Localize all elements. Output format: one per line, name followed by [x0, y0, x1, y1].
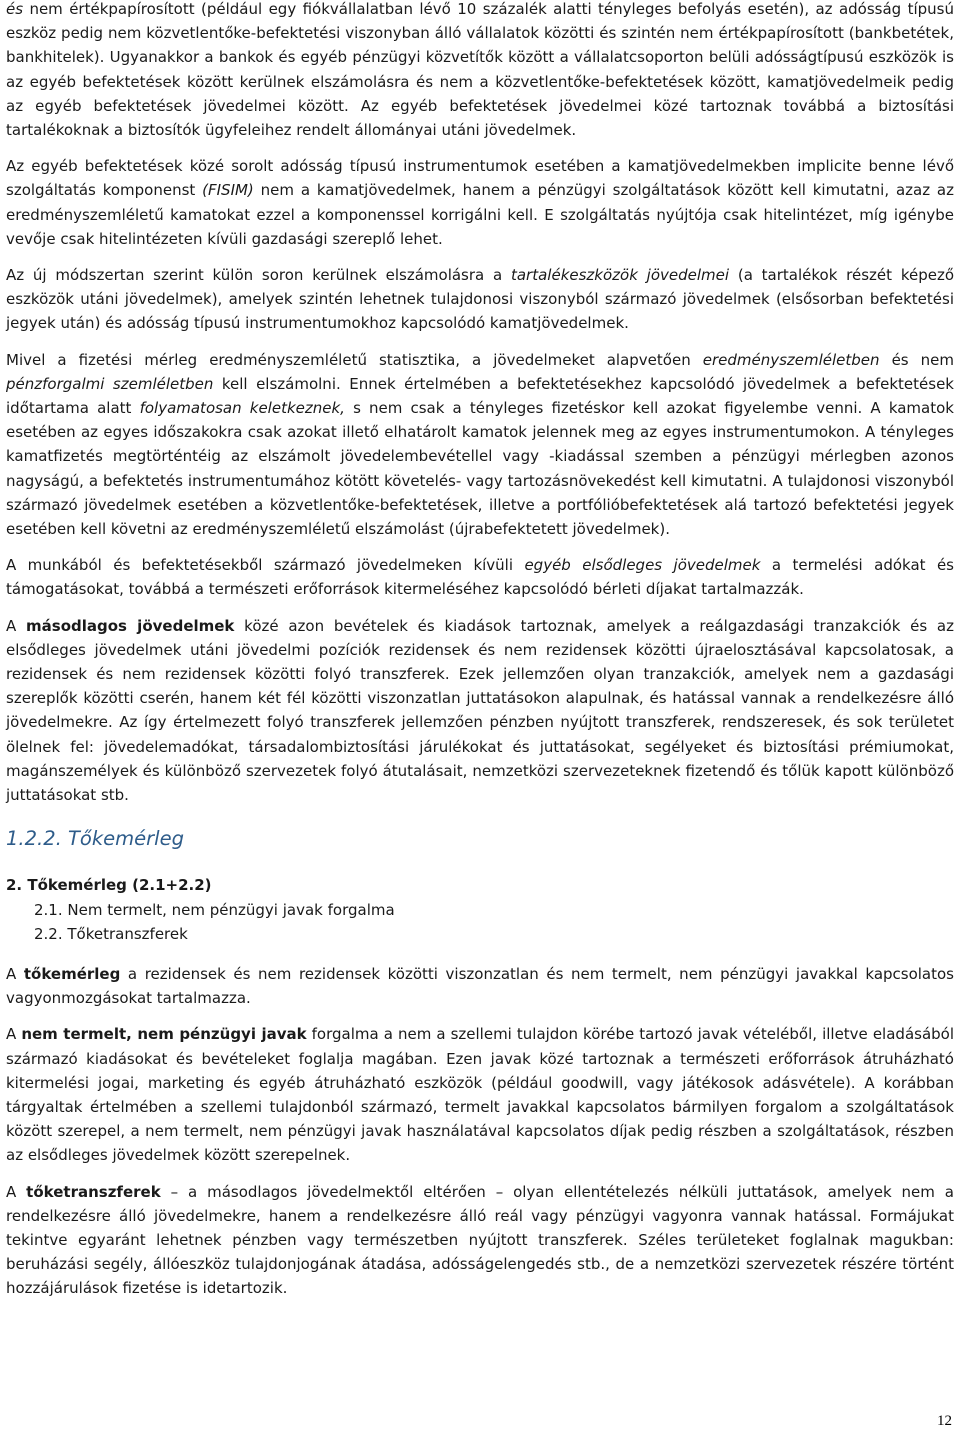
text-run: forgalma a nem a szellemi tulajdon körébe tartozó javak vételéből, illetve eladásából származó kiadásokat és bevételeket foglalja magában. Ezen javak közé tartoznak a természeti erőforrások átruházható kitermelési jogai, marketing és egyéb átruházható eszközök (például goodwill, vagy játékosok adásvétele). A korábban tárgyaltak értelmében a szellemi tulajdonból származó, termelt javakkal kapcsolatos bármilyen forgalom a szolgáltatások között szerepel, a nem termelt, nem pénzügyi javak használatával kapcsolatos díjak pedig részben a szolgáltatások, részben az elsődleges jövedelmek között szerepelnek.	[6, 1025, 955, 1165]
italic-text: eredményszemléletben	[702, 350, 880, 369]
text-run: A	[6, 616, 27, 635]
paragraph	[6, 263, 954, 336]
text-run: s nem csak a tényleges fizetéskor kell azokat figyelembe venni. A kamatok esetében az egyes időszakokra csak azokat illető elhatárolt kamatok jelennek meg az egyes instrumentumokon. A tényleges kamatfizetés megtörténtéig az elszámolt jövedelembevétellel vagy -kiadással szemben a pénzügyi mérlegben azonos nagyságú, a befektetés instrumentumához kötött követelés- vagy tartozásnövekedést kell kimutatni. A tulajdonosi viszonyból származó jövedelmek esetében a közvetlentőke-befektetések, illetve a portfólióbefektetések alá tartozó befektetési jegyek esetében kell követni az eredményszemléletű elszámolást (újrabefektetett jövedelmek).	[6, 399, 954, 539]
text-run: nem a kamatjövedelmek, hanem a pénzügyi szolgáltatások között kell kimutatni, azaz az eredményszemléletű kamatokat ezzel a komponenssel korrigálni kell. E szolgáltatás nyújtója csak hitelintézet, míg igénybe vevője csak hitelintézeten kívüli gazdasági szereplő lehet.	[6, 181, 954, 248]
text-run: nem értékpapírosított (például egy fiókvállalatban lévő 10 százalék alatti tényleges befolyás esetén), az adósság típusú eszköz pedig nem közvetlentőke-befektetési viszonyban álló vállalatok közötti és szintén nem értékpapírosított (bankbetétek, bankhitelek). Ugyanakkor a bankok és egyéb pénzügyi közvetítők között a vállalatcsoporton belüli adósságtípusú eszközök is az egyéb befektetések között kerülnek elszámolásra és nem a közvetlentőke-befektetések között, kamatjövedelmeik pedig az egyéb befektetések jövedelmei között. Az egyéb befektetések jövedelmei közé tartoznak továbbá a biztosítási tartalékoknak a biztosítók ügyfeleihez rendelt állományai utáni jövedelmek.	[6, 0, 954, 140]
paragraph	[6, 0, 954, 142]
text-run: Az egyéb befektetések közé sorolt adósság típusú instrumentumok esetében a kamatjövedelmekben implicite benne lévő szolgáltatás komponenst	[6, 157, 954, 200]
paragraph	[6, 348, 954, 542]
toc-item: 2.1. Nem termelt, nem pénzügyi javak forgalma	[34, 900, 395, 919]
text-run: kell elszámolni. Ennek értelmében a befektetésekhez kapcsolódó jövedelmek a befektetések időtartama alatt	[6, 374, 954, 418]
paragraph	[6, 1180, 954, 1301]
paragraph	[6, 154, 954, 251]
text-run: A	[6, 1182, 27, 1201]
text-run: (a tartalékok részét képező eszközök utáni jövedelmek), amelyek szintén lehetnek tulajdonosi viszonyból származó jövedelmek (elsősorban befektetési jegyek után) és adósság típusú instrumentumokhoz kapcsolódó kamatjövedelmek.	[6, 266, 954, 333]
italic-text: (FISIM)	[202, 181, 254, 200]
text-run: a rezidensek és nem rezidensek közötti viszonzatlan és nem termelt, nem pénzügyi javakkal kapcsolatos vagyonmozgásokat tartalmazza.	[6, 964, 955, 1008]
paragraph	[6, 614, 954, 808]
text-run: közé azon bevételek és kiadások tartoznak, amelyek a reálgazdasági tranzakciók és az elsődleges jövedelmek utáni jövedelmi pozíciók rezidensek és nem rezidensek közötti újraelosztásával kapcsolatosak, a rezidensek és nem rezidensek közötti folyó transzferek. Ezek jellemzően olyan tranzakciók, amelyek nem a gazdasági szereplők közötti cserén, hanem két fél közötti viszonzatlan juttatásokon alapulnak, és hatással vannak a rendelkezésre álló jövedelmekre. Az így értelmezett folyó transzferek jellemzően pénzben nyújtott transzferek, rendszeresek, és sok területet ölelnek fel: jövedelemadókat, társadalombiztosítási járulékokat és juttatásokat, segélyeket és biztosítási prémiumokat, magánszemélyek és különböző szervezetek folyó átutalásait, nemzetközi szervezeteknek fizetendő és tőlük kapott különböző juttatásokat stb.	[6, 616, 954, 805]
text-run: – a másodlagos jövedelmektől eltérően – olyan ellentételezés nélküli juttatások, amelyek nem a rendelkezésre álló jövedelmekre, hanem a rendelkezésre álló reál vagy pénzügyi vagyonra vannak hatással. Formájukat tekintve egyaránt lehetnek pénzben vagy természetben nyújtott transzferek. Széles területeket foglalnak magukban: beruházási segély, állóeszköz tulajdonjogának átadása, adósságelengedés stb., de a nemzetközi szervezetek részére történt hozzájárulások fizetése is idetartozik.	[6, 1182, 954, 1298]
bold-text: nem termelt, nem pénzügyi javak	[21, 1025, 307, 1044]
body-text-section-2	[6, 962, 954, 1301]
paragraph	[6, 1022, 954, 1167]
paragraph	[6, 962, 954, 1010]
body-text-section-1	[6, 0, 954, 807]
text-run: A munkából és befektetésekből származó jövedelmeken kívüli	[6, 556, 525, 575]
toc-list	[6, 898, 954, 946]
toc-item: 2.2. Tőketranszferek	[34, 924, 188, 943]
text-run: A	[6, 1025, 22, 1044]
text-run: Mivel a fizetési mérleg eredményszemléletű statisztika, a jövedelmeket alapvetően	[6, 350, 703, 369]
italic-text: pénzforgalmi szemléletben	[6, 374, 214, 393]
italic-text: folyamatosan keletkeznek,	[139, 399, 345, 418]
paragraph	[6, 553, 954, 601]
subheading: 2. Tőkemérleg (2.1+2.2)	[6, 876, 212, 895]
italic-text: egyéb elsődleges jövedelmek	[524, 556, 761, 575]
text-run: a termelési adókat és támogatásokat, továbbá a természeti erőforrások kitermeléséhez kapcsolódó bérleti díjakat tartalmazzák.	[6, 556, 954, 599]
bold-text: tőkemérleg	[23, 964, 121, 983]
bold-text: tőketranszferek	[26, 1182, 161, 1201]
bold-text: másodlagos jövedelmek	[26, 616, 235, 635]
section-heading: 1.2.2. Tőkemérleg	[6, 827, 184, 851]
italic-text: és	[6, 0, 24, 18]
italic-text: tartalékeszközök jövedelmei	[510, 266, 730, 285]
page-number: 12	[937, 1413, 952, 1429]
text-run: A	[6, 964, 24, 983]
text-run: Az új módszertan szerint külön soron kerülnek elszámolásra a	[6, 266, 511, 285]
text-run: és nem	[879, 350, 954, 369]
